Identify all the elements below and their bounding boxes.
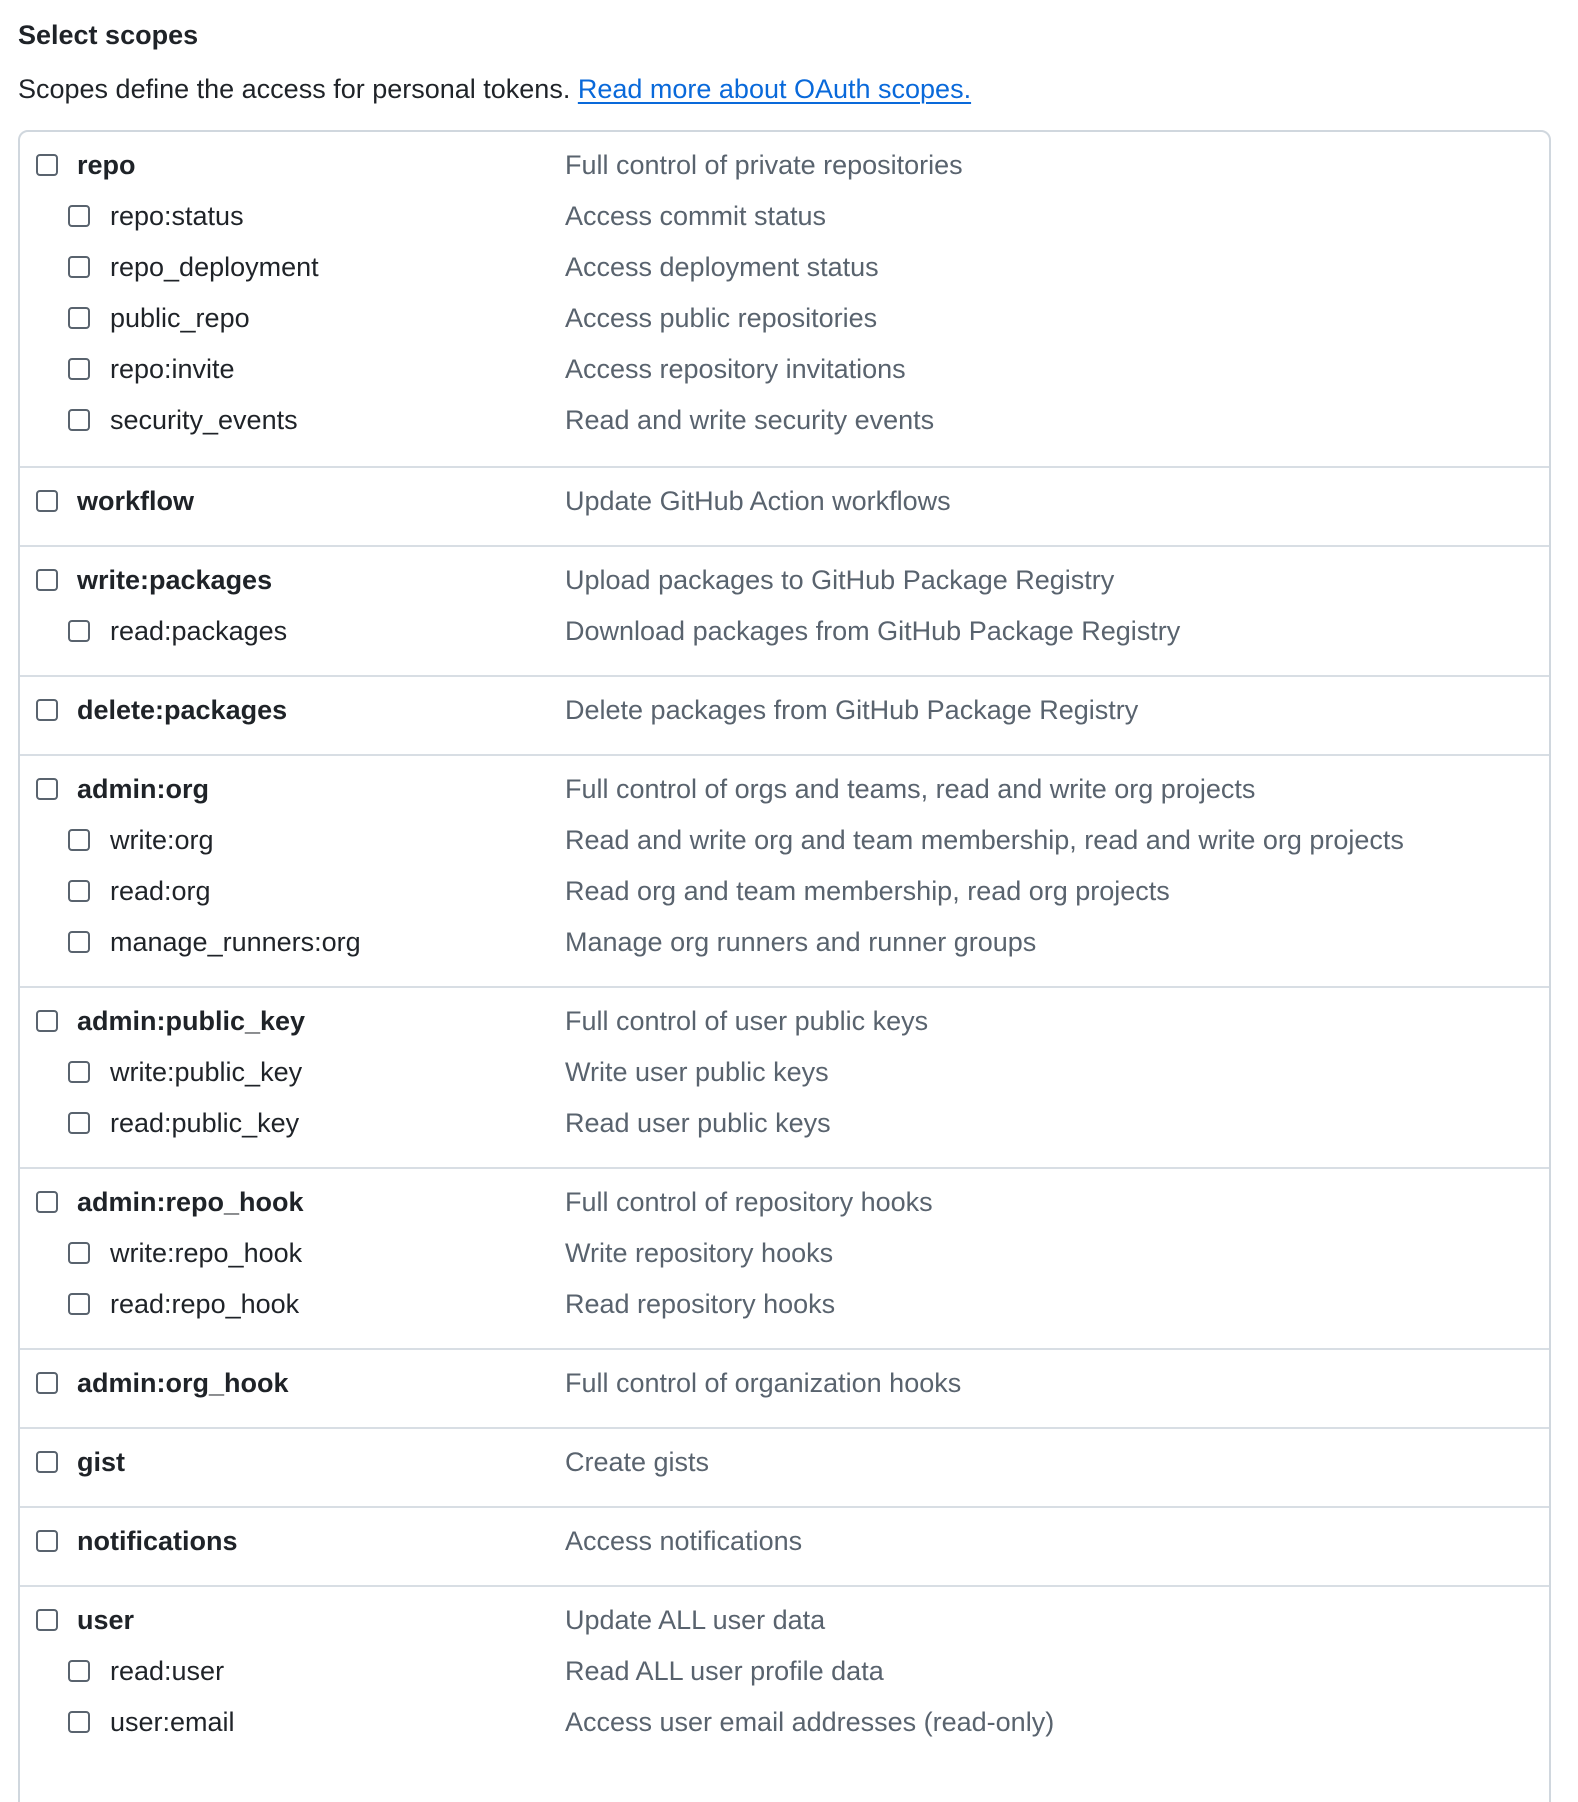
scope-description: Full control of repository hooks	[565, 1187, 933, 1217]
scope-group-admin-org	[20, 754, 1549, 986]
scope-row-write-packages	[20, 555, 1549, 606]
scope-group-repo	[20, 132, 1549, 466]
scope-checkbox-write-packages[interactable]	[36, 569, 58, 591]
scope-group-admin-org-hook	[20, 1348, 1549, 1427]
scope-row-admin-repo-hook	[20, 1177, 1549, 1228]
scope-name[interactable]: write:repo_hook	[110, 1238, 303, 1268]
scope-row-admin-public-key	[20, 996, 1549, 1047]
scope-description: Read repository hooks	[565, 1289, 836, 1319]
scope-name[interactable]: gist	[77, 1447, 126, 1477]
scope-checkbox-admin-org[interactable]	[36, 778, 58, 800]
scope-description: Access notifications	[565, 1526, 803, 1556]
scope-row-delete-packages	[20, 685, 1549, 736]
scope-description: Access commit status	[565, 201, 827, 231]
scope-row-read-org	[20, 866, 1549, 917]
scope-description: Access deployment status	[565, 252, 879, 282]
scope-row-public-repo	[20, 293, 1549, 344]
scope-description: Create gists	[565, 1447, 710, 1477]
scope-group-admin-repo-hook	[20, 1167, 1549, 1348]
scope-name[interactable]: user:email	[110, 1707, 235, 1737]
scope-checkbox-workflow[interactable]	[36, 490, 58, 512]
scope-row-repo-invite	[20, 344, 1549, 395]
scope-checkbox-read-packages[interactable]	[68, 620, 90, 642]
scope-row-gist	[20, 1437, 1549, 1488]
scope-checkbox-write-repo-hook[interactable]	[68, 1242, 90, 1264]
scope-description: Upload packages to GitHub Package Registry	[565, 565, 1115, 595]
scope-name[interactable]: write:packages	[77, 565, 273, 595]
scope-group-admin-public-key	[20, 986, 1549, 1167]
scope-description: Full control of orgs and teams, read and write org projects	[565, 774, 1256, 804]
scope-description: Read and write org and team membership, read and write org projects	[565, 825, 1404, 855]
scope-name[interactable]: workflow	[77, 486, 195, 516]
scope-name[interactable]: delete:packages	[77, 695, 288, 725]
scope-group-user	[20, 1585, 1549, 1766]
scope-checkbox-manage-runners-org[interactable]	[68, 931, 90, 953]
scope-name[interactable]: read:repo_hook	[110, 1289, 300, 1319]
scope-description: Download packages from GitHub Package Registry	[565, 616, 1181, 646]
scope-checkbox-repo[interactable]	[36, 154, 58, 176]
scope-row-workflow	[20, 476, 1549, 527]
scope-name[interactable]: admin:public_key	[77, 1006, 306, 1036]
scope-checkbox-delete-packages[interactable]	[36, 699, 58, 721]
scope-checkbox-admin-public-key[interactable]	[36, 1010, 58, 1032]
scope-name[interactable]: public_repo	[110, 303, 250, 333]
scope-checkbox-notifications[interactable]	[36, 1530, 58, 1552]
scope-row-read-packages	[20, 606, 1549, 657]
scope-description: Read org and team membership, read org projects	[565, 876, 1170, 906]
scope-name[interactable]: read:org	[110, 876, 211, 906]
scope-description: Full control of user public keys	[565, 1006, 929, 1036]
scope-checkbox-write-org[interactable]	[68, 829, 90, 851]
scope-row-admin-org-hook	[20, 1358, 1549, 1409]
scope-description: Update ALL user data	[565, 1605, 826, 1635]
scope-row-notifications	[20, 1516, 1549, 1567]
scope-description: Write repository hooks	[565, 1238, 834, 1268]
scope-description: Read user public keys	[565, 1108, 831, 1138]
scope-name[interactable]: security_events	[110, 405, 298, 435]
section-description	[18, 72, 971, 106]
scope-checkbox-write-public-key[interactable]	[68, 1061, 90, 1083]
scope-name[interactable]: repo_deployment	[110, 252, 319, 282]
section-title: Select scopes	[18, 20, 199, 50]
scope-row-read-user	[20, 1646, 1549, 1697]
scope-checkbox-admin-org-hook[interactable]	[36, 1372, 58, 1394]
scope-name[interactable]: read:user	[110, 1656, 225, 1686]
scope-name[interactable]: manage_runners:org	[110, 927, 361, 957]
scope-name[interactable]: notifications	[77, 1526, 238, 1556]
scope-description: Update GitHub Action workflows	[565, 486, 951, 516]
scope-name[interactable]: admin:org_hook	[77, 1368, 289, 1398]
scope-description: Read ALL user profile data	[565, 1656, 884, 1686]
scope-name[interactable]: user	[77, 1605, 135, 1635]
scope-row-write-org	[20, 815, 1549, 866]
scope-description: Full control of private repositories	[565, 150, 963, 180]
scope-description: Full control of organization hooks	[565, 1368, 962, 1398]
scope-group-notifications	[20, 1506, 1549, 1585]
scope-checkbox-read-user[interactable]	[68, 1660, 90, 1682]
scope-checkbox-user-email[interactable]	[68, 1711, 90, 1733]
scope-row-repo	[20, 140, 1549, 191]
scope-row-user	[20, 1595, 1549, 1646]
scope-name[interactable]: write:public_key	[110, 1057, 303, 1087]
scope-description: Access user email addresses (read-only)	[565, 1707, 1055, 1737]
scope-name[interactable]: read:public_key	[110, 1108, 300, 1138]
scope-name[interactable]: admin:repo_hook	[77, 1187, 304, 1217]
scope-row-read-public-key	[20, 1098, 1549, 1149]
scope-row-admin-org	[20, 764, 1549, 815]
scope-name[interactable]: write:org	[110, 825, 214, 855]
scope-row-security-events	[20, 395, 1549, 446]
scope-row-write-public-key	[20, 1047, 1549, 1098]
scope-name[interactable]: repo	[77, 150, 136, 180]
scope-row-user-email	[20, 1697, 1549, 1748]
scope-group-workflow	[20, 466, 1549, 545]
scope-row-write-repo-hook	[20, 1228, 1549, 1279]
scope-row-repo-deployment	[20, 242, 1549, 293]
scope-description: Read and write security events	[565, 405, 935, 435]
scope-name[interactable]: read:packages	[110, 616, 288, 646]
scope-checkbox-repo-invite[interactable]	[68, 358, 90, 380]
scope-group-delete-packages	[20, 675, 1549, 754]
scope-checkbox-read-org[interactable]	[68, 880, 90, 902]
scope-description: Access repository invitations	[565, 354, 906, 384]
scope-row-manage-runners-org	[20, 917, 1549, 968]
scope-name[interactable]: admin:org	[77, 774, 209, 804]
scope-checkbox-repo-status[interactable]	[68, 205, 90, 227]
description-text: Scopes define the access for personal tokens.	[18, 74, 571, 104]
scope-checkbox-gist[interactable]	[36, 1451, 58, 1473]
scope-group-gist	[20, 1427, 1549, 1506]
scope-description: Write user public keys	[565, 1057, 829, 1087]
scope-name[interactable]: repo:status	[110, 201, 244, 231]
scope-description: Access public repositories	[565, 303, 878, 333]
scope-description: Manage org runners and runner groups	[565, 927, 1037, 957]
scope-name[interactable]: repo:invite	[110, 354, 235, 384]
scope-checkbox-security-events[interactable]	[68, 409, 90, 431]
scope-checkbox-read-repo-hook[interactable]	[68, 1293, 90, 1315]
scope-description: Delete packages from GitHub Package Registry	[565, 695, 1139, 725]
oauth-scopes-link[interactable]: Read more about OAuth scopes.	[577, 74, 972, 104]
scope-checkbox-read-public-key[interactable]	[68, 1112, 90, 1134]
scope-row-read-repo-hook	[20, 1279, 1549, 1330]
scope-checkbox-repo-deployment[interactable]	[68, 256, 90, 278]
scope-group-write-packages	[20, 545, 1549, 675]
scope-row-repo-status	[20, 191, 1549, 242]
scope-checkbox-user[interactable]	[36, 1609, 58, 1631]
scope-checkbox-admin-repo-hook[interactable]	[36, 1191, 58, 1213]
scope-checkbox-public-repo[interactable]	[68, 307, 90, 329]
scope-list	[18, 130, 1551, 1802]
